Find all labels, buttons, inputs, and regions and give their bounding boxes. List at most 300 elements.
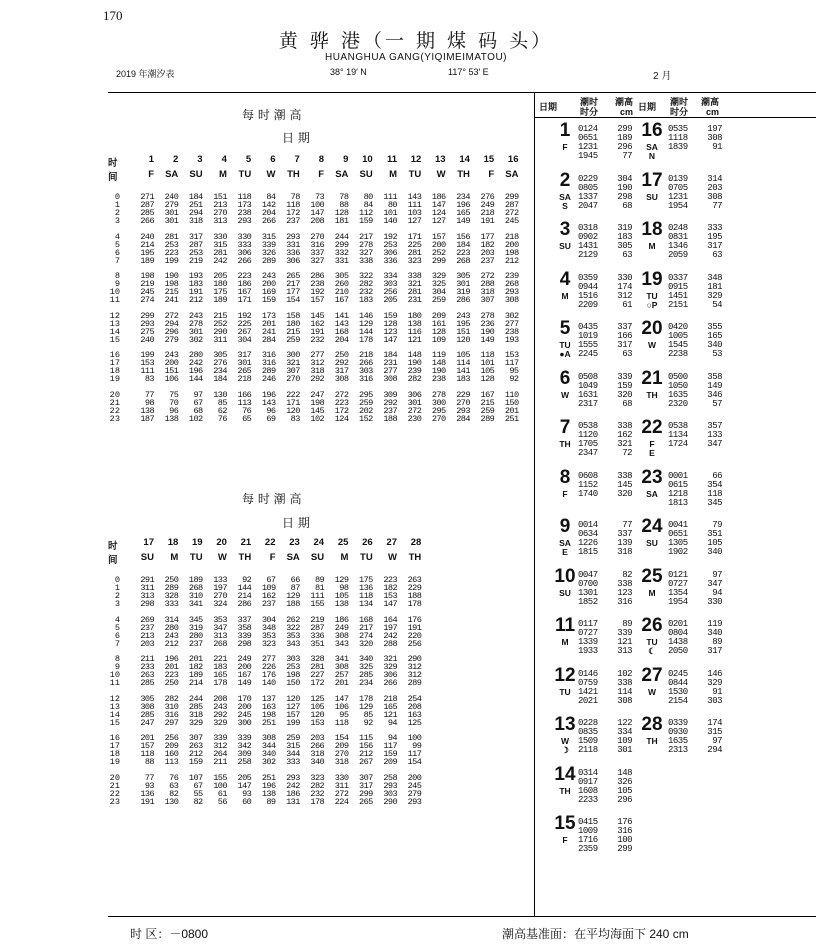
tide-cell: 329 [383, 662, 397, 672]
tide-cell: 137 [261, 693, 276, 704]
tide-cell: 305 [456, 271, 470, 281]
tide-cell: 138 [140, 405, 154, 416]
tide-time: 0228 [578, 718, 598, 728]
tide-cell: 209 [334, 741, 349, 751]
tide-cell: 156 [359, 741, 373, 751]
tide-cell: 305 [140, 693, 154, 704]
tide-time: 1118 [668, 133, 688, 143]
tide-cell: 245 [237, 709, 252, 720]
tide-height: 317 [707, 241, 722, 251]
tide-cell: 321 [407, 279, 422, 289]
tide-cell: 257 [334, 670, 349, 680]
day-header: 21 [240, 537, 252, 548]
page-subtitle: HUANGHUA GANG(YIQIMEIMATOU) [324, 52, 508, 63]
tide-cell: 96 [266, 405, 276, 416]
tide-cell: 329 [213, 717, 227, 728]
tide-cell: 145 [310, 405, 325, 416]
tide-cell: 223 [164, 670, 179, 680]
tide-cell: 243 [456, 310, 470, 321]
tide-time: 1716 [578, 835, 598, 845]
tide-cell: 147 [383, 599, 397, 609]
tide-cell: 98 [144, 397, 154, 408]
hour-label: 18 [109, 749, 120, 759]
tide-height: 329 [707, 290, 722, 301]
tide-cell: 333 [164, 599, 179, 609]
tide-time: 1945 [578, 151, 598, 161]
tide-cell: 249 [237, 654, 252, 664]
day-header: 4 [221, 154, 227, 165]
tide-cell: 143 [261, 397, 276, 408]
tide-cell: 290 [407, 654, 422, 664]
tide-cell: 274 [359, 630, 373, 641]
right-header-rule [535, 117, 816, 118]
tide-time: 1933 [578, 646, 598, 656]
tide-height: 89 [712, 637, 722, 647]
tide-day-number: 15 [554, 813, 576, 834]
tide-cell: 280 [188, 630, 203, 641]
tide-cell: 68 [193, 405, 203, 416]
hour-label: 15 [109, 717, 120, 728]
column-divider [534, 92, 535, 916]
tide-cell: 212 [188, 295, 203, 305]
tide-cell: 128 [334, 208, 349, 218]
tide-cell: 275 [140, 326, 154, 337]
tide-cell: 84 [363, 200, 373, 210]
weekday-header: SA [286, 552, 300, 563]
tide-day-number: 17 [641, 169, 663, 191]
tide-cell: 251 [188, 200, 203, 210]
tide-cell: 117 [407, 749, 422, 759]
tide-cell: 278 [188, 318, 203, 329]
tide-height: 348 [707, 272, 722, 283]
tide-cell: 268 [213, 638, 227, 649]
tide-cell: 294 [164, 318, 179, 329]
tide-cell: 290 [213, 326, 227, 337]
hour-label: 15 [109, 334, 120, 345]
tide-cell: 245 [140, 287, 154, 297]
tide-cell: 294 [188, 208, 203, 218]
tide-height: 61 [622, 299, 632, 310]
tide-height: 145 [617, 479, 632, 490]
tide-cell: 270 [286, 374, 300, 384]
tide-cell: 177 [480, 231, 495, 242]
tide-time: 1152 [578, 479, 598, 490]
tide-cell: 277 [261, 654, 276, 664]
tide-cell: 212 [359, 749, 373, 759]
tide-cell: 198 [504, 247, 519, 258]
tide-cell: 140 [383, 216, 397, 226]
tide-time: 0001 [668, 470, 688, 481]
tide-cell: 87 [290, 583, 300, 593]
tide-cell: 93 [144, 780, 154, 791]
tide-cell: 120 [310, 709, 325, 720]
tide-cell: 336 [286, 247, 300, 258]
tide-cell: 118 [286, 200, 300, 210]
tide-height: 197 [707, 124, 722, 134]
tide-time: 0201 [668, 619, 688, 629]
tide-cell: 282 [164, 693, 179, 704]
tide-day-weekday: F [562, 488, 568, 499]
tide-cell: 313 [140, 591, 154, 601]
tide-cell: 336 [383, 255, 397, 266]
hour-label: 3 [114, 216, 120, 226]
weekday-header: SU [310, 552, 325, 563]
tide-day-number: 13 [554, 714, 576, 735]
tide-cell: 281 [164, 231, 179, 242]
tide-cell: 302 [261, 757, 276, 767]
day-header: 20 [216, 537, 227, 548]
tide-day-number: 4 [559, 268, 571, 290]
tide-cell: 183 [188, 279, 203, 289]
tide-height: 340 [707, 340, 722, 350]
tide-cell: 285 [140, 208, 154, 218]
tide-cell: 319 [188, 622, 203, 633]
tide-time: 1509 [578, 736, 598, 746]
tide-cell: 342 [237, 741, 252, 751]
tide-cell: 147 [431, 200, 446, 210]
tide-cell: 244 [188, 693, 203, 704]
hour-label: 5 [114, 239, 120, 250]
tide-cell: 293 [383, 780, 397, 791]
tide-height: 321 [617, 439, 632, 449]
tide-cell: 210 [334, 287, 349, 297]
tide-cell: 219 [310, 614, 325, 625]
tide-cell: 287 [310, 622, 325, 633]
tide-cell: 199 [286, 717, 300, 728]
tide-cell: 118 [334, 717, 349, 728]
tide-cell: 113 [237, 397, 252, 408]
day-word-2: 日 期 [282, 516, 310, 530]
tide-cell: 250 [334, 350, 349, 360]
tide-day-weekday: F [562, 142, 568, 152]
tide-cell: 198 [164, 279, 179, 289]
tide-cell: 285 [140, 709, 154, 720]
tide-cell: 331 [334, 255, 349, 266]
tide-cell: 211 [140, 654, 154, 664]
tide-height: 326 [617, 776, 632, 787]
tide-cell: 292 [213, 709, 227, 720]
tide-cell: 178 [407, 599, 422, 609]
page-title: 黄 骅 港（一 期 煤 码 头） [278, 30, 554, 52]
tide-cell: 308 [334, 630, 349, 641]
tide-cell: 125 [407, 717, 422, 728]
tide-time: 0634 [578, 529, 598, 539]
tide-cell: 217 [286, 279, 300, 289]
tide-cell: 203 [140, 638, 154, 649]
tide-cell: 190 [407, 358, 422, 368]
tide-height: 316 [617, 596, 632, 607]
tide-cell: 321 [286, 358, 300, 368]
tide-cell: 242 [383, 630, 397, 641]
tide-height: 183 [617, 232, 632, 242]
tide-cell: 140 [261, 678, 276, 688]
tide-cell: 251 [261, 772, 276, 783]
tide-cell: 158 [286, 310, 300, 321]
hour-label: 16 [109, 350, 120, 360]
tide-cell: 183 [456, 374, 470, 384]
tide-height: 338 [617, 677, 632, 688]
tide-cell: 178 [213, 678, 227, 688]
tide-time: 0435 [578, 322, 598, 332]
tide-time: 0139 [668, 173, 688, 184]
tide-cell: 133 [213, 575, 227, 585]
tide-cell: 313 [213, 630, 227, 641]
tide-cell: 63 [169, 780, 179, 791]
rp-date-header: 日期 [539, 102, 558, 112]
weekday-header: SU [140, 552, 154, 563]
row-label-bottom-1: 间 [108, 172, 118, 183]
tide-height: 303 [707, 695, 722, 706]
tide-time: 0014 [578, 520, 598, 530]
tide-cell: 182 [383, 583, 397, 593]
tide-height: 94 [712, 587, 722, 598]
tide-cell: 292 [310, 374, 325, 384]
tide-height: 79 [712, 520, 722, 530]
tide-cell: 146 [359, 310, 373, 321]
tide-cell: 268 [188, 583, 203, 593]
tide-cell: 243 [164, 350, 179, 360]
tide-time: 0944 [578, 281, 598, 292]
tide-cell: 120 [456, 334, 470, 345]
tide-day-number: 1 [559, 120, 571, 141]
tide-cell: 270 [431, 413, 446, 424]
tide-time: 0835 [578, 727, 598, 737]
tide-cell: 159 [359, 216, 373, 226]
tide-cell: 306 [383, 247, 397, 258]
tide-cell: 201 [164, 662, 179, 672]
tide-time: 1339 [578, 637, 598, 647]
tide-cell: 325 [431, 279, 446, 289]
tide-cell: 262 [286, 614, 300, 625]
tide-time: 1705 [578, 439, 598, 449]
tide-cell: 150 [286, 678, 300, 688]
tide-height: 338 [617, 421, 632, 431]
tide-cell: 218 [383, 693, 397, 704]
tide-cell: 278 [431, 389, 446, 400]
hour-label: 8 [114, 271, 120, 281]
tide-cell: 250 [164, 678, 179, 688]
tide-cell: 188 [383, 413, 397, 424]
tide-time: 2313 [668, 745, 688, 755]
row-label-top-1: 时 [108, 158, 118, 169]
tide-cell: 314 [164, 614, 179, 625]
tide-cell: 80 [387, 200, 397, 210]
hour-label: 0 [114, 192, 120, 202]
tide-cell: 344 [286, 749, 300, 759]
tide-cell: 189 [213, 295, 227, 305]
tide-day-number: 8 [559, 466, 571, 488]
tide-time: 1134 [668, 430, 688, 440]
tide-cell: 328 [310, 654, 325, 664]
tide-cell: 171 [407, 231, 422, 242]
hour-label: 10 [109, 287, 120, 297]
tide-height: 72 [622, 448, 632, 458]
tide-height: 340 [707, 628, 722, 638]
tide-day-number: 24 [641, 516, 663, 537]
weekday-header: TH [457, 169, 470, 180]
tide-cell: 65 [242, 413, 252, 424]
tide-cell: 103 [407, 208, 422, 218]
tide-day-note: S [562, 200, 568, 211]
tide-height: 340 [707, 547, 722, 557]
tide-time: 2359 [578, 844, 598, 854]
tide-cell: 105 [456, 350, 470, 360]
tide-cell: 293 [456, 405, 470, 416]
tide-cell: 203 [480, 247, 495, 258]
tide-cell: 308 [261, 733, 276, 743]
tide-cell: 281 [310, 662, 325, 672]
tide-cell: 230 [407, 413, 422, 424]
tide-cell: 205 [213, 271, 227, 281]
tide-time: 0047 [578, 569, 598, 580]
tide-cell: 284 [456, 413, 470, 424]
tide-cell: 127 [286, 701, 300, 712]
tide-cell: 88 [144, 757, 154, 767]
tide-cell: 212 [188, 749, 203, 759]
tide-cell: 301 [407, 397, 422, 408]
tide-cell: 208 [213, 693, 227, 704]
tide-time: 1631 [578, 389, 598, 400]
tide-height: 308 [617, 695, 632, 706]
tide-cell: 200 [431, 239, 446, 250]
tide-cell: 128 [431, 326, 446, 337]
row-label-top-2: 时 [108, 541, 118, 552]
tide-day-weekday: TH [559, 785, 571, 796]
tide-cell: 196 [188, 366, 203, 376]
tide-cell: 237 [383, 405, 397, 416]
tide-cell: 289 [407, 678, 422, 688]
tide-cell: 306 [383, 670, 397, 680]
tide-height: 345 [707, 497, 722, 508]
tide-height: 339 [617, 628, 632, 638]
tide-time: 0117 [578, 619, 598, 629]
tide-time: 0245 [668, 668, 688, 679]
tide-time: 0902 [578, 232, 598, 242]
hour-label: 18 [109, 366, 120, 376]
tide-cell: 118 [140, 749, 154, 759]
tide-height: 318 [617, 547, 632, 557]
tide-day-weekday: M [648, 241, 656, 251]
tide-cell: 200 [407, 772, 422, 783]
tide-cell: 215 [213, 310, 227, 321]
tide-time: 0337 [668, 272, 688, 283]
tide-height: 195 [707, 232, 722, 242]
tide-cell: 114 [456, 358, 470, 368]
day-header: 3 [197, 154, 203, 165]
hour-label: 17 [109, 358, 120, 368]
hour-label: 7 [114, 638, 120, 649]
hour-label: 17 [109, 741, 120, 751]
tide-cell: 274 [140, 295, 154, 305]
tide-cell: 191 [407, 622, 422, 633]
datum-note: 潮高基准面：在平均海面下 240 cm [502, 927, 689, 941]
tide-cell: 100 [407, 733, 422, 743]
tide-cell: 243 [213, 701, 227, 712]
hour-label: 12 [109, 310, 120, 321]
tide-height: 319 [617, 223, 632, 233]
tide-day-number: 2 [559, 169, 571, 191]
tide-day-weekday: SA [646, 142, 658, 152]
tide-height: 351 [707, 529, 722, 539]
month-label: 2 月 [653, 71, 672, 82]
tide-cell: 249 [480, 200, 495, 210]
tide-cell: 212 [164, 638, 179, 649]
tide-cell: 238 [431, 374, 446, 384]
tide-height: 63 [622, 250, 632, 260]
tide-cell: 267 [359, 757, 373, 767]
tide-height: 337 [617, 322, 632, 332]
hour-label: 2 [114, 208, 120, 218]
longitude: 117° 53′ E [448, 67, 489, 77]
tide-day-weekday: W [647, 686, 657, 697]
tide-cell: 296 [164, 326, 179, 337]
tide-cell: 253 [164, 239, 179, 250]
weekday-header: TH [408, 552, 422, 563]
tide-cell: 339 [237, 733, 252, 743]
tide-cell: 272 [407, 405, 422, 416]
tide-height: 203 [707, 182, 722, 193]
tide-cell: 246 [261, 374, 276, 384]
tide-cell: 168 [334, 326, 349, 337]
day-header: 2 [173, 154, 179, 165]
tide-time: 1954 [668, 596, 688, 607]
tide-cell: 112 [359, 208, 373, 218]
tide-cell: 245 [407, 780, 422, 791]
hour-label: 9 [114, 279, 120, 289]
tide-cell: 128 [480, 374, 495, 384]
tide-cell: 67 [266, 575, 276, 585]
latitude: 38° 19′ N [330, 67, 367, 77]
tide-cell: 311 [213, 334, 227, 345]
tide-time: 1813 [668, 497, 688, 508]
weekday-header: TU [238, 169, 252, 180]
tide-cell: 130 [213, 389, 227, 400]
tide-cell: 92 [363, 717, 373, 728]
weekday-header: TU [360, 552, 373, 563]
tide-day-number: 27 [641, 664, 663, 686]
timezone-note: 时 区：－0800 [130, 927, 209, 941]
tide-cell: 70 [169, 397, 179, 408]
tide-cell: 205 [383, 295, 397, 305]
tide-cell: 127 [407, 216, 422, 226]
tide-cell: 212 [504, 255, 519, 266]
tide-cell: 201 [140, 733, 154, 743]
tide-cell: 333 [237, 239, 252, 250]
tide-cell: 209 [431, 310, 446, 321]
tide-cell: 202 [359, 405, 373, 416]
tide-cell: 241 [164, 295, 179, 305]
tide-cell: 334 [383, 271, 397, 281]
tide-cell: 220 [407, 630, 422, 641]
tide-cell: 285 [188, 701, 203, 712]
tide-cell: 154 [286, 295, 300, 305]
tide-cell: 258 [383, 772, 397, 783]
tide-cell: 291 [140, 575, 154, 585]
tide-time: 0759 [578, 677, 598, 688]
tide-cell: 121 [407, 334, 422, 345]
tide-cell: 180 [286, 318, 300, 329]
tide-time: 1218 [668, 488, 688, 499]
hour-label: 4 [114, 231, 120, 242]
tide-height: 339 [617, 371, 632, 382]
tide-height: 347 [707, 578, 722, 589]
tide-cell: 312 [407, 662, 422, 672]
tide-height: 338 [617, 578, 632, 589]
tide-cell: 269 [140, 614, 154, 625]
weekday-header: F [148, 169, 154, 180]
tide-cell: 200 [261, 279, 276, 289]
tide-cell: 149 [237, 678, 252, 688]
